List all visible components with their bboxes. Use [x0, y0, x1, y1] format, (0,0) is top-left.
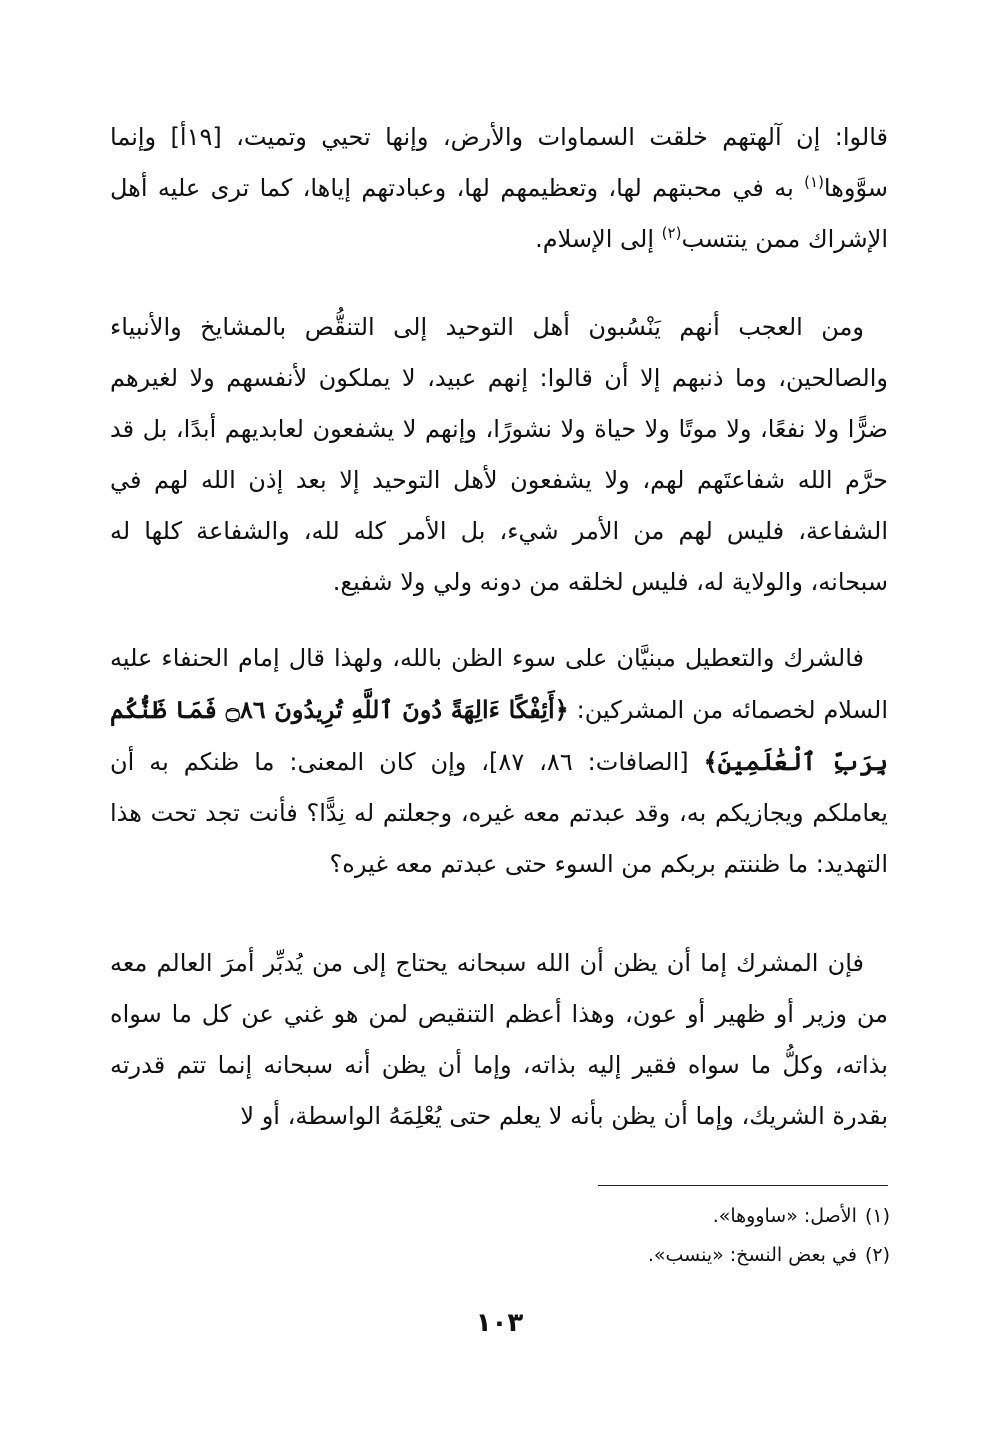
footnote-ref-1: (١) [804, 173, 824, 191]
footnote-1-number: (١) [864, 1205, 890, 1227]
paragraph-4 [110, 938, 888, 1142]
paragraph-1-text-c: به في محبتهم لها، وتعظيمهم لها، وعبادتهم إياها، كما ترى عليه أهل الإشراك ممن ينتسب [110, 174, 888, 253]
footnotes [400, 1197, 890, 1275]
footnote-2 [400, 1236, 890, 1275]
footnote-1-text: الأصل: «ساووها». [712, 1205, 857, 1227]
paragraph-2 [110, 302, 888, 608]
paragraph-1 [110, 112, 888, 265]
paragraph-3 [110, 633, 888, 890]
footnote-2-text: في بعض النسخ: «ينسب». [647, 1244, 857, 1266]
paragraph-2-text: ومن العجب أنهم يَنْسُبون أهل التوحيد إلى التنقُّص بالمشايخ والأنبياء والصالحين، وما ذنبهم إلا أن قالوا: إنهم عبيد، لا يملكون لأنفسهم ولا لغيرهم ضرًّا ولا نفعًا، ولا موتًا ولا حياة ولا نشورًا، وإنهم لا يشفعون لعابديهم أبدًا، بل قد حرَّم الله شفاعتَهم لهم، ولا يشفعون لأهل التوحيد إلا بعد إذن الله لهم في الشفاعة، فليس لهم من الأمر شيء، بل الأمر كله لله، والشفاعة كلها له سبحانه، والولاية له، فليس لخلقه من دونه ولي ولا شفيع. [110, 313, 888, 596]
footnote-2-number: (٢) [864, 1244, 890, 1266]
footnote-ref-2: (٢) [661, 224, 682, 242]
footnote-1 [400, 1197, 890, 1236]
footnote-divider [598, 1185, 888, 1186]
paragraph-1-text-a: قالوا: إن آلهتهم خلقت السماوات والأرض، وإنها تحيي وتميت، [221, 123, 888, 151]
paragraph-4-text: فإن المشرك إما أن يظن أن الله سبحانه يحتاج إلى من يُدبِّر أمرَ العالم معه من وزير أو ظهير أو عون، وهذا أعظم التنقيص لمن هو غني عن كل ما سواه بذاته، وكلُّ ما سواه فقير إليه بذاته، وإما أن يظن أنه سبحانه إنما تتم قدرته بقدرة الشريك، وإما أن يظن بأنه لا يعلم حتى يُعْلِمَهُ الواسطة، أو لا [110, 949, 888, 1130]
paragraph-1-text-d: إلى الإسلام. [535, 225, 662, 253]
paragraph-3-text-b: ، وإن كان المعنى: ما ظنكم به أن يعاملكم ويجازيكم به، وقد عبدتم معه غيره، وجعلتم له نِدًّا؟ فأنت تجد تحت هذا التهديد: ما ظننتم بربكم من السوء حتى عبدتم معه غيره؟ [110, 748, 888, 878]
page-number: ١٠٣ [475, 1308, 524, 1338]
paragraph-1-text-b: وإنما سوَّوها [110, 123, 888, 202]
quran-verse: ﴿أَئِفْكًا ءَالِهَةً دُونَ ٱللَّهِ تُرِيدُونَ ۝٨٦ فَمَا ظَنُّكُم بِرَبِّ ٱلْعَٰلَمِينَ﴾ [110, 695, 888, 776]
paragraph-3-text-a: فالشرك والتعطيل مبنيَّان على سوء الظن بالله، ولهذا قال إمام الحنفاء عليه السلام لخصمائه من المشركين: [110, 644, 889, 724]
verse-citation: [الصافات: ٨٦، ٨٧] [489, 748, 704, 776]
folio-marker: [١٩أ] [170, 123, 222, 151]
